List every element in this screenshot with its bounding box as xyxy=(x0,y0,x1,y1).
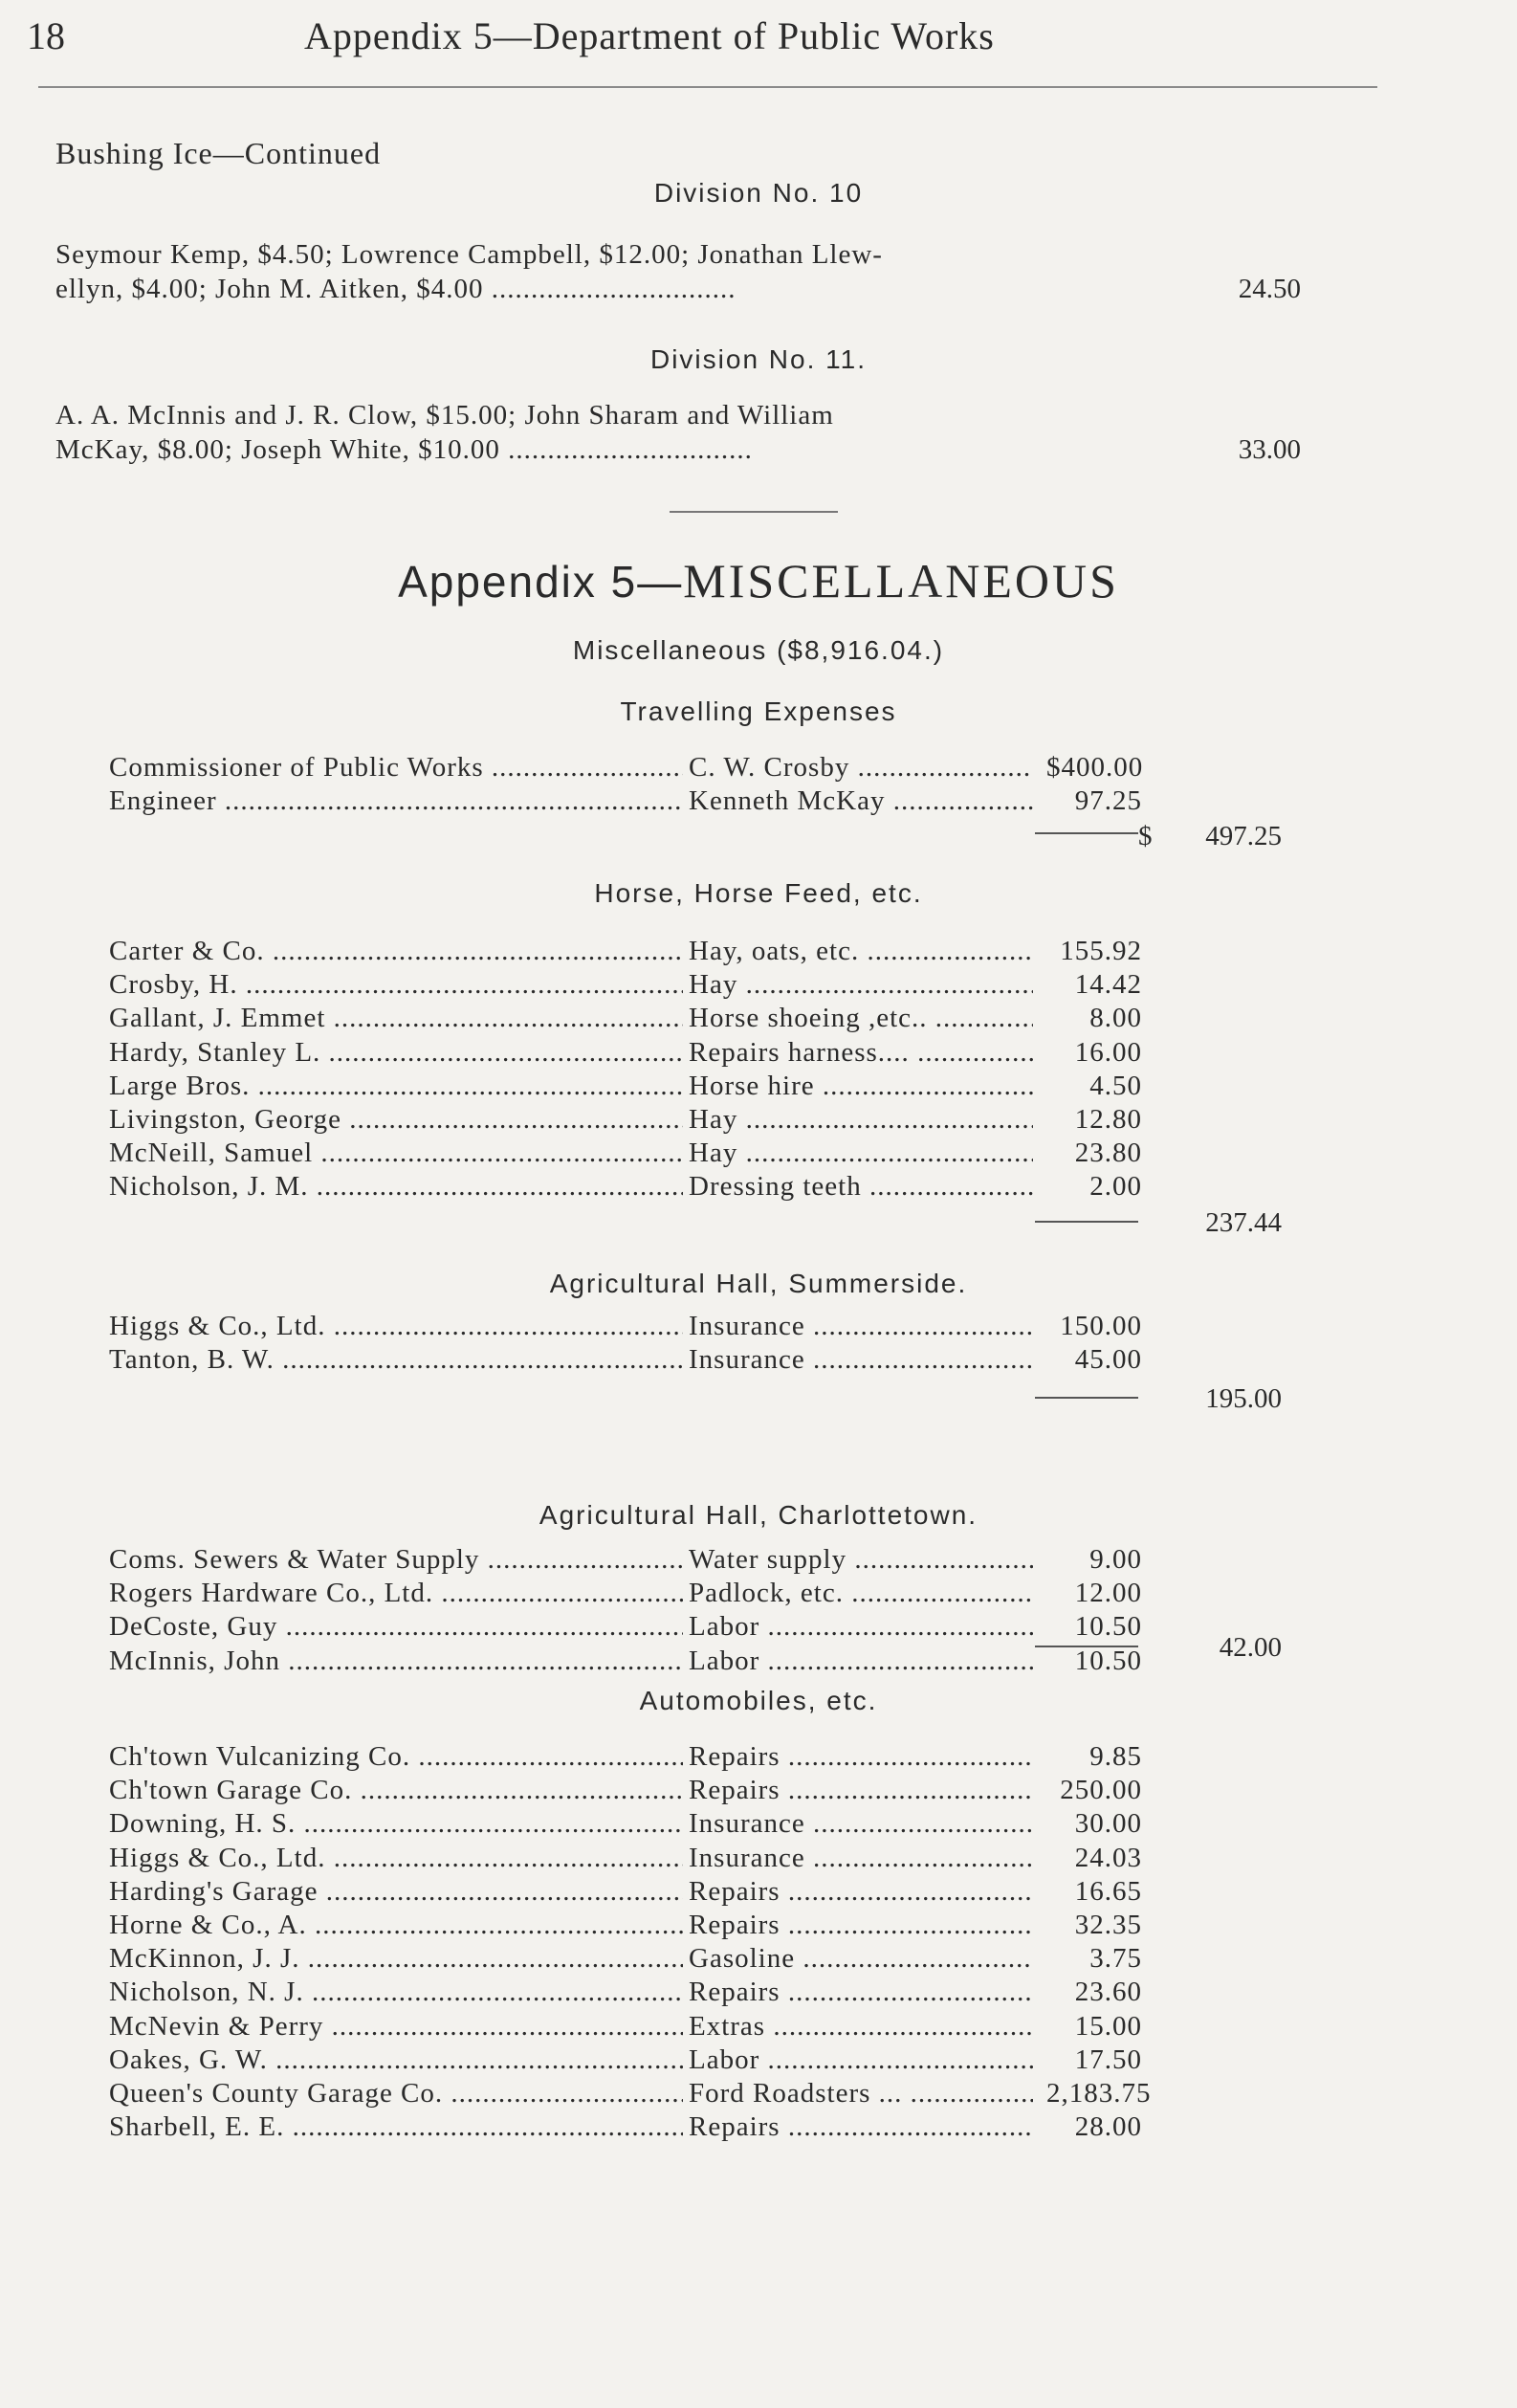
table-row xyxy=(0,1910,1517,1944)
table-row xyxy=(0,1544,1517,1579)
row-amount: 3.75 xyxy=(1043,1943,1142,1975)
row-description: Hay ..... xyxy=(689,969,1033,1001)
section-heading: Automobiles, etc. xyxy=(639,1686,878,1715)
table-row xyxy=(0,2078,1517,2112)
row-amount: 9.85 xyxy=(1043,1741,1142,1773)
row-amount: 2,183.75 xyxy=(1043,2078,1142,2110)
row-name: Ch'town Vulcanizing Co. ..... xyxy=(109,1741,683,1773)
row-name: McInnis, John ..... xyxy=(109,1646,683,1677)
table-row xyxy=(0,1876,1517,1911)
section-divider-rule xyxy=(670,511,838,513)
row-name: Crosby, H. ..... xyxy=(109,969,683,1001)
row-name: McNevin & Perry ..... xyxy=(109,2011,683,2043)
running-header-title: Appendix 5—Department of Public Works xyxy=(304,14,995,57)
row-name: Tanton, B. W. ..... xyxy=(109,1344,683,1376)
row-amount: 150.00 xyxy=(1043,1311,1142,1342)
division-10-total: 24.50 xyxy=(1238,274,1301,304)
row-amount: 2.00 xyxy=(1043,1171,1142,1203)
appendix-heading xyxy=(0,553,1517,608)
row-description: Padlock, etc. ..... xyxy=(689,1578,1033,1609)
row-description: Repairs ..... xyxy=(689,1775,1033,1806)
section-heading: Agricultural Hall, Charlottetown. xyxy=(539,1500,978,1530)
table-row xyxy=(0,969,1517,1004)
table-row xyxy=(0,1104,1517,1138)
row-name: McNeill, Samuel ..... xyxy=(109,1138,683,1169)
row-description: Horse hire ..... xyxy=(689,1071,1033,1102)
row-amount: 4.50 xyxy=(1043,1071,1142,1102)
row-description: Labor ..... xyxy=(689,1646,1033,1677)
table-row xyxy=(0,1943,1517,1977)
row-amount: 15.00 xyxy=(1043,2011,1142,2043)
table-row xyxy=(0,1138,1517,1172)
table-row xyxy=(0,1311,1517,1345)
page-number: 18 xyxy=(27,14,65,57)
table-row xyxy=(0,1003,1517,1037)
row-name: Higgs & Co., Ltd. ..... xyxy=(109,1311,683,1342)
row-description: Insurance ..... xyxy=(689,1344,1033,1376)
row-name: Horne & Co., A. ..... xyxy=(109,1910,683,1941)
row-name: McKinnon, J. J. ..... xyxy=(109,1943,683,1975)
subtotal-rule xyxy=(1035,832,1138,834)
table-row xyxy=(0,2011,1517,2045)
row-amount: 12.80 xyxy=(1043,1104,1142,1136)
row-name: Commissioner of Public Works ..... xyxy=(109,752,683,784)
table-row xyxy=(0,1071,1517,1105)
row-name: Nicholson, N. J. ..... xyxy=(109,1977,683,2008)
row-amount: 32.35 xyxy=(1043,1910,1142,1941)
table-row xyxy=(0,785,1517,820)
row-amount: 10.50 xyxy=(1043,1646,1142,1677)
table-row xyxy=(0,1578,1517,1612)
row-description: Horse shoeing ,etc.. ..... xyxy=(689,1003,1033,1034)
division-11-total: 33.00 xyxy=(1238,434,1301,465)
row-amount: 12.00 xyxy=(1043,1578,1142,1609)
row-description: Repairs ..... xyxy=(689,1741,1033,1773)
row-amount: 23.80 xyxy=(1043,1138,1142,1169)
row-description: Labor ..... xyxy=(689,2044,1033,2076)
subtotal-dollar-sign: $ xyxy=(1138,821,1153,851)
row-amount: 10.50 xyxy=(1043,1611,1142,1643)
subtotal-rule xyxy=(1035,1397,1138,1399)
row-name: Livingston, George ..... xyxy=(109,1104,683,1136)
row-amount: 45.00 xyxy=(1043,1344,1142,1376)
division-10-heading: Division No. 10 xyxy=(653,178,864,208)
section-heading: Agricultural Hall, Summerside. xyxy=(549,1269,968,1298)
row-amount: 24.03 xyxy=(1043,1843,1142,1874)
row-name: Sharbell, E. E. ..... xyxy=(109,2111,683,2143)
row-amount: 23.60 xyxy=(1043,1977,1142,2008)
table-row xyxy=(0,1171,1517,1205)
row-amount: 30.00 xyxy=(1043,1808,1142,1840)
table-row xyxy=(0,1037,1517,1071)
row-name: Oakes, G. W. ..... xyxy=(109,2044,683,2076)
row-description: Water supply ..... xyxy=(689,1544,1033,1576)
table-row xyxy=(0,936,1517,970)
row-name: Coms. Sewers & Water Supply ..... xyxy=(109,1544,683,1576)
row-amount: 14.42 xyxy=(1043,969,1142,1001)
row-description: Extras ..... xyxy=(689,2011,1033,2043)
subtotal-rule xyxy=(1035,1646,1138,1647)
table-row xyxy=(0,1344,1517,1379)
table-row xyxy=(0,1775,1517,1809)
row-amount: 28.00 xyxy=(1043,2111,1142,2143)
row-amount: 16.00 xyxy=(1043,1037,1142,1069)
division-10-line-1: Seymour Kemp, $4.50; Lowrence Campbell, $12.00; Jonathan Llew- xyxy=(55,239,883,270)
row-name: Hardy, Stanley L. ..... xyxy=(109,1037,683,1069)
row-description: Insurance ..... xyxy=(689,1808,1033,1840)
row-description: Repairs ..... xyxy=(689,1977,1033,2008)
row-name: DeCoste, Guy ..... xyxy=(109,1611,683,1643)
row-name: Gallant, J. Emmet ..... xyxy=(109,1003,683,1034)
section-total: 195.00 xyxy=(1205,1383,1282,1414)
division-11-line-1: A. A. McInnis and J. R. Clow, $15.00; John Sharam and William xyxy=(55,400,834,431)
row-description: Insurance ..... xyxy=(689,1311,1033,1342)
appendix-title: MISCELLANEOUS xyxy=(683,554,1119,608)
row-name: Ch'town Garage Co. ..... xyxy=(109,1775,683,1806)
row-amount: 8.00 xyxy=(1043,1003,1142,1034)
row-description: Repairs harness.... ..... xyxy=(689,1037,1033,1069)
row-amount: 9.00 xyxy=(1043,1544,1142,1576)
appendix-subtitle: Miscellaneous ($8,916.04.) xyxy=(572,635,945,665)
section-total: 237.44 xyxy=(1205,1207,1282,1238)
row-name: Large Bros. ..... xyxy=(109,1071,683,1102)
row-description: Gasoline ..... xyxy=(689,1943,1033,1975)
subtotal-rule xyxy=(1035,1221,1138,1223)
row-amount: $400.00 xyxy=(1043,752,1142,784)
table-row xyxy=(0,2044,1517,2079)
row-name: Nicholson, J. M. ..... xyxy=(109,1171,683,1203)
table-row xyxy=(0,1808,1517,1843)
row-amount: 17.50 xyxy=(1043,2044,1142,2076)
row-amount: 250.00 xyxy=(1043,1775,1142,1806)
row-name: Harding's Garage ..... xyxy=(109,1876,683,1908)
table-row xyxy=(0,1646,1517,1680)
section-total: 42.00 xyxy=(1219,1632,1282,1663)
table-row xyxy=(0,752,1517,786)
row-description: Repairs ..... xyxy=(689,1910,1033,1941)
row-name: Engineer ..... xyxy=(109,785,683,817)
division-11-heading: Division No. 11. xyxy=(649,344,867,374)
appendix-prefix: Appendix 5— xyxy=(398,557,684,607)
row-name: Higgs & Co., Ltd. ..... xyxy=(109,1843,683,1874)
row-amount: 16.65 xyxy=(1043,1876,1142,1908)
row-description: Insurance ..... xyxy=(689,1843,1033,1874)
table-row xyxy=(0,1611,1517,1646)
row-description: Kenneth McKay ..... xyxy=(689,785,1033,817)
row-name: Carter & Co. ..... xyxy=(109,936,683,967)
row-description: Ford Roadsters ... ..... xyxy=(689,2078,1033,2110)
row-description: Hay, oats, etc. ..... xyxy=(689,936,1033,967)
row-description: Repairs ..... xyxy=(689,2111,1033,2143)
table-row xyxy=(0,1741,1517,1776)
row-description: Repairs ..... xyxy=(689,1876,1033,1908)
row-name: Rogers Hardware Co., Ltd. ..... xyxy=(109,1578,683,1609)
table-row xyxy=(0,1977,1517,2011)
division-10-text xyxy=(55,237,1203,306)
row-amount: 97.25 xyxy=(1043,785,1142,817)
row-description: C. W. Crosby ..... xyxy=(689,752,1033,784)
division-11-line-2: McKay, $8.00; Joseph White, $10.00 ............................... xyxy=(55,434,753,465)
row-description: Dressing teeth ..... xyxy=(689,1171,1033,1203)
row-description: Hay ..... xyxy=(689,1138,1033,1169)
row-amount: 155.92 xyxy=(1043,936,1142,967)
row-name: Queen's County Garage Co. ..... xyxy=(109,2078,683,2110)
section-total: 497.25 xyxy=(1205,821,1282,851)
section-heading: Travelling Expenses xyxy=(620,696,897,726)
division-10-line-2: ellyn, $4.00; John M. Aitken, $4.00 ............................... xyxy=(55,274,737,304)
table-row xyxy=(0,2111,1517,2146)
header-rule xyxy=(38,86,1377,88)
row-description: Hay ..... xyxy=(689,1104,1033,1136)
division-11-text xyxy=(55,398,1203,467)
row-description: Labor ..... xyxy=(689,1611,1033,1643)
continued-label: Bushing Ice—Continued xyxy=(55,136,382,170)
section-heading: Horse, Horse Feed, etc. xyxy=(594,878,923,908)
table-row xyxy=(0,1843,1517,1877)
row-name: Downing, H. S. ..... xyxy=(109,1808,683,1840)
